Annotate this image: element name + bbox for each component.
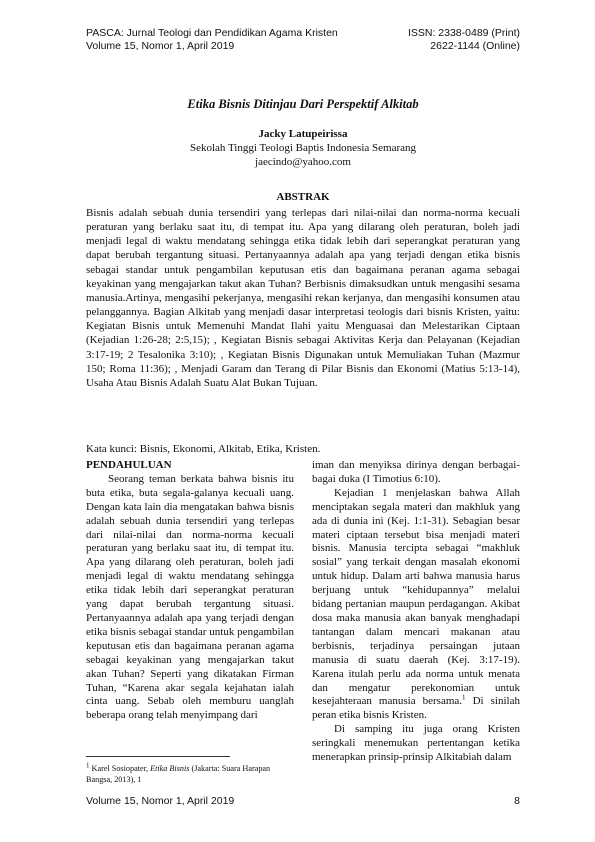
running-header: [86, 27, 520, 53]
issn-print: ISSN: 2338-0489 (Print): [407, 27, 520, 39]
volume-info: Volume 15, Nomor 1, April 2019: [86, 40, 235, 52]
paragraph: Seorang teman berkata bahwa bisnis itu buta etika, buta segala-galanya kecuali uang. Dengan kata lain dia mengatakan bahwa bisnis adalah sebuah dunia tersendiri yang terlepas dari nilai-nilai dan norma-norma kecuali peraturan yang berlaku saat itu, di tempat itu. Apa yang dilarang oleh peraturan, boleh jadi menjadi legal di waktu mendatang sehingga etika tidak lebih dari seperangkat peraturan yang dapat berubah tergantung situasi. Pertanyaannya adalah apa yang terjadi dengan etika bisnis sebagai standar untuk pengambilan keputusan etis dan bagaimana peranan agama sebagai keyakinan yang mengajarkan takut akan Tuhan? Seperti yang dikatakan Firman Tuhan, “Karena akar segala kejahatan ialah cinta uang. Sebab oleh memburu uanglah beberapa orang telah menyimpang dari: [86, 472, 294, 722]
keywords: Kata kunci: Bisnis, Ekonomi, Alkitab, Etika, Kristen.: [86, 443, 321, 455]
paragraph-text: Kejadian 1 menjelaskan bahwa Allah menciptakan segala materi dan makhluk yang ada di dunia ini (Kej. 1:1-31). Sebagian besar materi ciptaan tersebut bisa menjadi materi bisnis. Manusia tercipta sebagai “makhluk sosial” yang terkait dengan masalah ekonomi untuk hidup. Dalam arti bahwa manusia harus berjuang untuk “kehidupannya” melalui bidang pertanian maupun perdagangan. Akibat dosa maka manusia akan banyak menghadapi tantangan dalam mencari makanan atau berbisnis, terjadinya persaingan jutaan manusia di suatu daerah (Kej. 3:17-19). Karena itulah perlu ada norma untuk menata dan mengatur perekonomian untuk kesejahteraan manusia bersama.: [312, 486, 520, 708]
author-email: jaecindo@yahoo.com: [255, 156, 351, 168]
abstract-text: Bisnis adalah sebuah dunia tersendiri yang terlepas dari nilai-nilai dan norma-norma kecuali peraturan yang berlaku saat itu, di tempat itu. Apa yang dilarang oleh peraturan, boleh jadi menjadi legal di waktu mendatang sehingga etika tidak lebih dari seperangkat peraturan yang dapat berubah tergantung situasi. Pertanyaannya adalah apa yang terjadi dengan etika bisnis sebagai standar untuk pengambilan keputusan etis dan bagaimana peranan agama sebagai keyakinan yang mengajarkan takut akan Tuhan? Berbisnis dimaksudkan untuk mengasihi sesama manusia.Artinya, mengasihi pekerjanya, mengasihi rekan kerjanya, dan mengasihi konsumen atau pelanggannya. Bagian Alkitab yang menjadi dasar interpretasi teologis dari bisnis Kristen, yaitu: Kegiatan Bisnis untuk Memenuhi Mandat Ilahi yaitu Menguasai dan Melestarikan Ciptaan (Kejadian 1:26-28; 2:5,15); , Kegiatan Bisnis sebagai Aktivitas Kerja dan Pelayanan (Kejadian 3:17-19; 2 Tesalonika 3:10); , Kegiatan Bisnis Digunakan untuk Memuliakan Tuhan (Mazmur 150; Roma 11:36); , Menjadi Garam dan Terang di Pilar Bisnis dan Ekonomi (Matius 5:13-14), Usaha Atau Bisnis Adalah Suatu Alat Bukan Tujuan.: [86, 207, 520, 389]
footnote-publication: (Jakarta: Suara Harapan Bangsa, 2013), 1: [86, 764, 271, 784]
body-column-right: [312, 459, 520, 765]
footer-volume: Volume 15, Nomor 1, April 2019: [86, 795, 235, 807]
issn-online: 2622-1144 (Online): [430, 40, 520, 52]
footnote-mark: 1: [86, 761, 90, 770]
footnote-reference: 1: [462, 693, 466, 702]
paper-title: Etika Bisnis Ditinjau Dari Perspektif Alkitab: [187, 97, 419, 111]
author-block: [86, 127, 520, 169]
page-number: 8: [514, 795, 520, 807]
footnote: [86, 763, 294, 785]
author-name: Jacky Latupeirissa: [258, 128, 348, 140]
paragraph: Di samping itu juga orang Kristen seringkali menemukan pertentangan ketika menerapkan prinsip-prinsip Alkitabiah dalam: [312, 723, 520, 764]
body-column-left: [86, 459, 294, 723]
paragraph: [312, 487, 520, 723]
footnote-author: Karel Sosiopater,: [89, 764, 151, 773]
abstract-heading: ABSTRAK: [276, 191, 330, 203]
page-footer: [86, 795, 520, 807]
journal-name: PASCA: Jurnal Teologi dan Pendidikan Agama Kristen: [86, 27, 338, 39]
section-heading: PENDAHULUAN: [86, 459, 172, 471]
author-affiliation: Sekolah Tinggi Teologi Baptis Indonesia Semarang: [189, 142, 417, 154]
paragraph-continuation: iman dan menyiksa dirinya dengan berbagai-bagai duka (I Timotius 6:10).: [312, 459, 520, 485]
paragraph-text-end: Di sinilah peran etika bisnis Kristen.: [312, 695, 520, 722]
footnote-divider: [86, 756, 230, 757]
footnote-book-title: Etika Bisnis: [150, 764, 190, 773]
